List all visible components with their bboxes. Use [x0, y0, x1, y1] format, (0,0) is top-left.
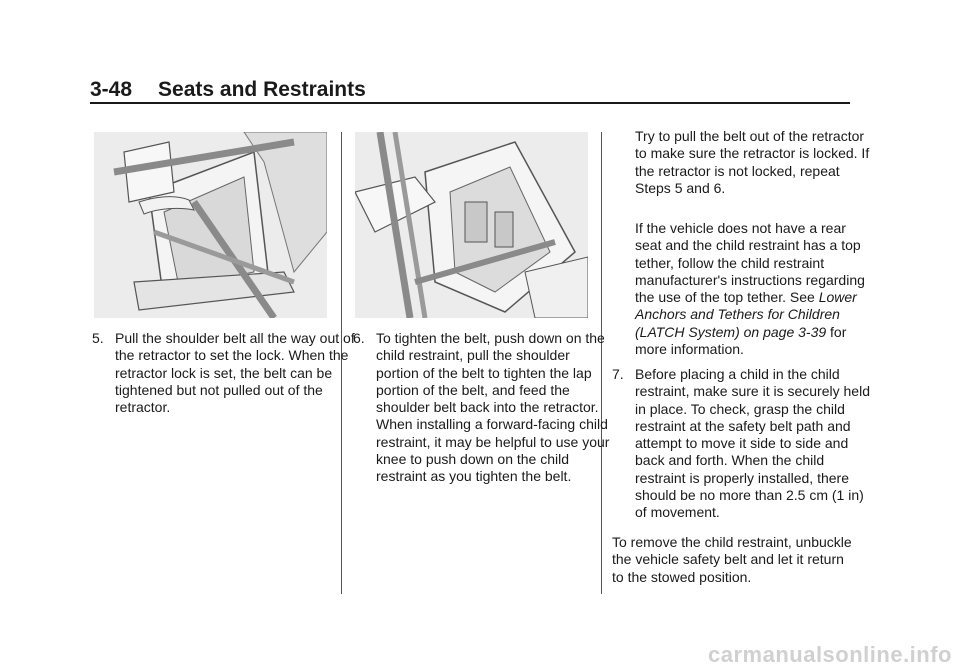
para-remove-restraint: To remove the child restraint, unbuckle the vehicle safety belt and let it return to the stowed position.: [612, 534, 852, 585]
latch-reference-link[interactable]: Lower Anchors and Tethers for Children (LATCH System) on page 3-39: [635, 289, 857, 340]
step-7-number: 7.: [612, 366, 624, 382]
step-6: [353, 330, 616, 486]
para-top-tether-start: If the vehicle does not have a rear seat and the child restraint has a top tether, follow the child restraint manufacturer's instructions regarding the use of the top tether. See: [635, 220, 865, 306]
step-5: [92, 330, 355, 416]
illustration-shoulder-belt: [94, 132, 327, 318]
step-7-text: Before placing a child in the child restraint, make sure it is securely held in place. To check, grasp the child restraint at the safety belt path and attempt to move it side to side and back and forth. When the child restraint is properly installed, there should be no more than 2.5 cm (1 in) of movement.: [635, 366, 870, 521]
para-top-tether-end: for more information.: [635, 323, 847, 358]
step-6-text: To tighten the belt, push down on the child restraint, pull the shoulder portion of the belt to tighten the lap portion of the belt, and feed the shoulder belt back into the retractor. When installing a forward-facing child restraint, it may be helpful to use your knee to push down on the child restraint as you tighten the belt.: [376, 330, 610, 485]
page-number: 3-48: [90, 78, 133, 101]
header-rule: [90, 102, 850, 104]
step-5-text: Pull the shoulder belt all the way out of the retractor to set the lock. When the retractor lock is set, the belt can be tightened but not pulled out of the retractor.: [115, 330, 355, 416]
para-check-lock: Try to pull the belt out of the retractor to make sure the retractor is locked. If the retractor is not locked, repeat Steps 5 and 6.: [635, 128, 870, 196]
illustration-tighten-belt: [355, 132, 588, 318]
section-title: Seats and Restraints: [158, 78, 366, 101]
step-5-number: 5.: [92, 330, 104, 346]
watermark: carmanualsonline.info: [708, 642, 952, 667]
step-6-number: 6.: [353, 330, 365, 346]
figure-tighten-belt: [355, 132, 588, 318]
para-top-tether: [612, 220, 875, 358]
step-7: [612, 366, 875, 522]
figure-shoulder-belt: [94, 132, 327, 318]
